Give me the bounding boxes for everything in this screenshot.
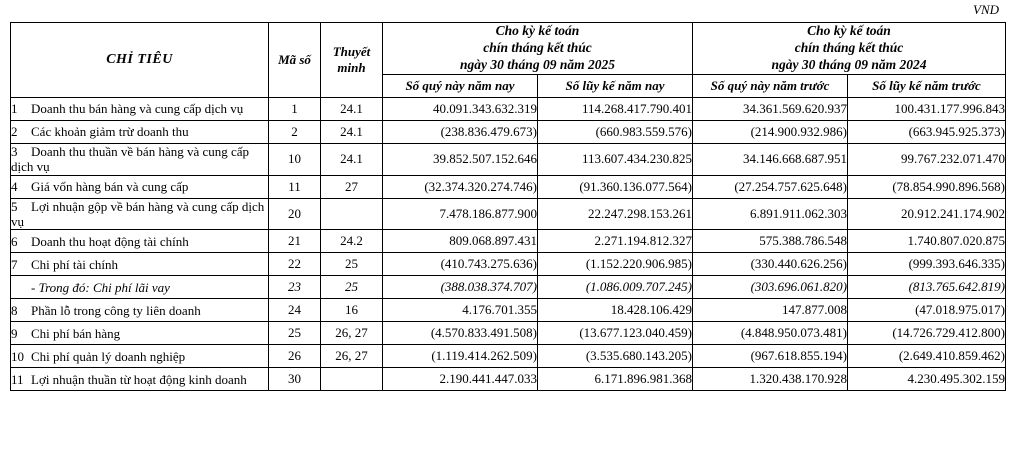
row-number: 4 xyxy=(11,178,18,194)
row-note: 24.2 xyxy=(321,230,383,253)
row-number: 2 xyxy=(11,124,18,140)
row-value-cumulative-2024: 1.740.807.020.875 xyxy=(848,230,1006,253)
row-value-quarter-2025: (4.570.833.491.508) xyxy=(383,322,538,345)
row-value-quarter-2024: 1.320.438.170.928 xyxy=(693,368,848,391)
row-indicator xyxy=(11,143,269,175)
table-row xyxy=(11,230,1006,253)
row-number: 11 xyxy=(11,371,24,387)
row-note xyxy=(321,368,383,391)
row-value-cumulative-2024: (47.018.975.017) xyxy=(848,299,1006,322)
row-label: Lợi nhuận gộp về bán hàng và cung cấp dịch vụ xyxy=(11,198,265,229)
row-label: Chi phí quản lý doanh nghiệp xyxy=(31,348,186,364)
table-row xyxy=(11,253,1006,276)
row-code: 2 xyxy=(269,120,321,143)
row-indicator xyxy=(11,322,269,345)
row-value-quarter-2024: 575.388.786.548 xyxy=(693,230,848,253)
row-value-cumulative-2024: (14.726.729.412.800) xyxy=(848,322,1006,345)
row-value-quarter-2024: (330.440.626.256) xyxy=(693,253,848,276)
row-value-cumulative-2025: (1.086.009.707.245) xyxy=(538,276,693,299)
row-value-quarter-2025: 7.478.186.877.900 xyxy=(383,198,538,230)
row-value-quarter-2025: 39.852.507.152.646 xyxy=(383,143,538,175)
row-label: Doanh thu bán hàng và cung cấp dịch vụ xyxy=(31,101,244,117)
row-value-cumulative-2025: 22.247.298.153.261 xyxy=(538,198,693,230)
header-indicator: CHỈ TIÊU xyxy=(11,23,269,98)
row-code: 23 xyxy=(269,276,321,299)
row-note: 25 xyxy=(321,253,383,276)
header-period-2024-line1: Cho kỳ kế toán xyxy=(807,23,891,38)
table-row xyxy=(11,97,1006,120)
row-value-quarter-2024: (214.900.932.986) xyxy=(693,120,848,143)
table-row xyxy=(11,299,1006,322)
table-row xyxy=(11,143,1006,175)
row-value-cumulative-2025: 6.171.896.981.368 xyxy=(538,368,693,391)
row-note: 24.1 xyxy=(321,97,383,120)
row-label: Các khoản giảm trừ doanh thu xyxy=(31,124,189,140)
row-indicator xyxy=(11,230,269,253)
row-label: Chi phí tài chính xyxy=(31,256,119,272)
header-period-2025-line3: ngày 30 tháng 09 năm 2025 xyxy=(460,56,615,72)
row-value-cumulative-2024: (999.393.646.335) xyxy=(848,253,1006,276)
row-note: 27 xyxy=(321,175,383,198)
row-value-quarter-2025: (238.836.479.673) xyxy=(383,120,538,143)
row-value-cumulative-2024: (2.649.410.859.462) xyxy=(848,345,1006,368)
row-note: 16 xyxy=(321,299,383,322)
row-value-quarter-2024: (967.618.855.194) xyxy=(693,345,848,368)
row-value-quarter-2024: (303.696.061.820) xyxy=(693,276,848,299)
row-value-cumulative-2025: (660.983.559.576) xyxy=(538,120,693,143)
header-col-quarter-2024: Số quý này năm trước xyxy=(693,74,848,97)
table-row xyxy=(11,120,1006,143)
row-value-quarter-2024: (27.254.757.625.648) xyxy=(693,175,848,198)
row-value-cumulative-2025: (13.677.123.040.459) xyxy=(538,322,693,345)
row-note: 26, 27 xyxy=(321,345,383,368)
table-row xyxy=(11,322,1006,345)
row-value-cumulative-2025: 2.271.194.812.327 xyxy=(538,230,693,253)
row-number: 1 xyxy=(11,101,18,117)
row-indicator xyxy=(11,175,269,198)
row-indicator xyxy=(11,276,269,299)
row-label: Doanh thu hoạt động tài chính xyxy=(31,233,189,249)
row-code: 24 xyxy=(269,299,321,322)
income-statement-table xyxy=(10,22,1006,391)
row-note: 25 xyxy=(321,276,383,299)
header-note xyxy=(321,23,383,98)
row-value-cumulative-2024: 99.767.232.071.470 xyxy=(848,143,1006,175)
row-value-cumulative-2024: (813.765.642.819) xyxy=(848,276,1006,299)
row-value-quarter-2025: 2.190.441.447.033 xyxy=(383,368,538,391)
row-value-cumulative-2025: (91.360.136.077.564) xyxy=(538,175,693,198)
row-value-quarter-2024: 6.891.911.062.303 xyxy=(693,198,848,230)
table-body xyxy=(11,97,1006,390)
row-note: 26, 27 xyxy=(321,322,383,345)
row-note xyxy=(321,198,383,230)
row-value-cumulative-2025: 18.428.106.429 xyxy=(538,299,693,322)
row-indicator xyxy=(11,345,269,368)
row-code: 10 xyxy=(269,143,321,175)
row-label: Chi phí bán hàng xyxy=(31,325,121,341)
header-period-2025 xyxy=(383,23,693,75)
header-code xyxy=(269,23,321,98)
currency-unit-label: VND xyxy=(973,2,999,17)
row-value-quarter-2025: (410.743.275.636) xyxy=(383,253,538,276)
row-value-quarter-2025: (32.374.320.274.746) xyxy=(383,175,538,198)
header-period-2025-line1: Cho kỳ kế toán xyxy=(495,23,580,38)
header-col-cumulative-2024: Số lũy kế năm trước xyxy=(848,74,1006,97)
row-indicator xyxy=(11,299,269,322)
table-row xyxy=(11,368,1006,391)
header-col-quarter-2025: Số quý này năm nay xyxy=(383,74,538,97)
row-label: - Trong đó: Chi phí lãi vay xyxy=(31,279,170,295)
row-value-quarter-2025: (388.038.374.707) xyxy=(383,276,538,299)
row-value-cumulative-2025: (1.152.220.906.985) xyxy=(538,253,693,276)
row-number: 8 xyxy=(11,302,18,318)
row-code: 30 xyxy=(269,368,321,391)
header-period-2025-line2: chín tháng kết thúc xyxy=(483,39,592,55)
table-header xyxy=(11,23,1006,98)
table-row xyxy=(11,345,1006,368)
row-code: 22 xyxy=(269,253,321,276)
row-value-quarter-2025: 4.176.701.355 xyxy=(383,299,538,322)
row-value-cumulative-2024: 100.431.177.996.843 xyxy=(848,97,1006,120)
row-number: 9 xyxy=(11,325,18,341)
row-number: 7 xyxy=(11,256,18,272)
row-note: 24.1 xyxy=(321,143,383,175)
row-code: 26 xyxy=(269,345,321,368)
row-label: Lợi nhuận thuần từ hoạt động kinh doanh xyxy=(31,371,247,387)
row-label: Doanh thu thuần về bán hàng và cung cấp dịch vụ xyxy=(11,143,250,175)
row-note: 24.1 xyxy=(321,120,383,143)
row-value-cumulative-2025: 114.268.417.790.401 xyxy=(538,97,693,120)
header-period-2024 xyxy=(693,23,1006,75)
header-period-2024-line2: chín tháng kết thúc xyxy=(794,39,904,55)
row-number: 10 xyxy=(11,348,24,364)
table-row xyxy=(11,276,1006,299)
row-value-cumulative-2024: (663.945.925.373) xyxy=(848,120,1006,143)
row-indicator xyxy=(11,253,269,276)
row-value-quarter-2024: (4.848.950.073.481) xyxy=(693,322,848,345)
table-row xyxy=(11,198,1006,230)
row-value-quarter-2024: 34.146.668.687.951 xyxy=(693,143,848,175)
row-value-cumulative-2025: (3.535.680.143.205) xyxy=(538,345,693,368)
row-code: 21 xyxy=(269,230,321,253)
header-period-2024-line3: ngày 30 tháng 09 năm 2024 xyxy=(771,56,927,72)
row-label: Giá vốn hàng bán và cung cấp xyxy=(31,178,189,194)
row-code: 25 xyxy=(269,322,321,345)
row-value-cumulative-2025: 113.607.434.230.825 xyxy=(538,143,693,175)
row-value-quarter-2024: 147.877.008 xyxy=(693,299,848,322)
row-value-quarter-2025: (1.119.414.262.509) xyxy=(383,345,538,368)
header-code-line1: Mã số xyxy=(278,51,311,67)
row-value-cumulative-2024: (78.854.990.896.568) xyxy=(848,175,1006,198)
row-number: 3 xyxy=(11,143,18,159)
row-indicator xyxy=(11,120,269,143)
header-row-top xyxy=(11,23,1006,75)
header-note-line1: Thuyết minh xyxy=(332,43,371,75)
row-code: 11 xyxy=(269,175,321,198)
row-value-cumulative-2024: 4.230.495.302.159 xyxy=(848,368,1006,391)
row-label: Phần lỗ trong công ty liên doanh xyxy=(31,302,201,318)
row-value-quarter-2025: 40.091.343.632.319 xyxy=(383,97,538,120)
row-value-quarter-2024: 34.361.569.620.937 xyxy=(693,97,848,120)
row-number: 5 xyxy=(11,198,18,214)
row-value-cumulative-2024: 20.912.241.174.902 xyxy=(848,198,1006,230)
row-number: 6 xyxy=(11,233,18,249)
table-row xyxy=(11,175,1006,198)
row-code: 1 xyxy=(269,97,321,120)
header-col-cumulative-2025: Số lũy kế năm nay xyxy=(538,74,693,97)
row-indicator xyxy=(11,198,269,230)
row-value-quarter-2025: 809.068.897.431 xyxy=(383,230,538,253)
row-code: 20 xyxy=(269,198,321,230)
row-indicator xyxy=(11,368,269,391)
row-indicator xyxy=(11,97,269,120)
